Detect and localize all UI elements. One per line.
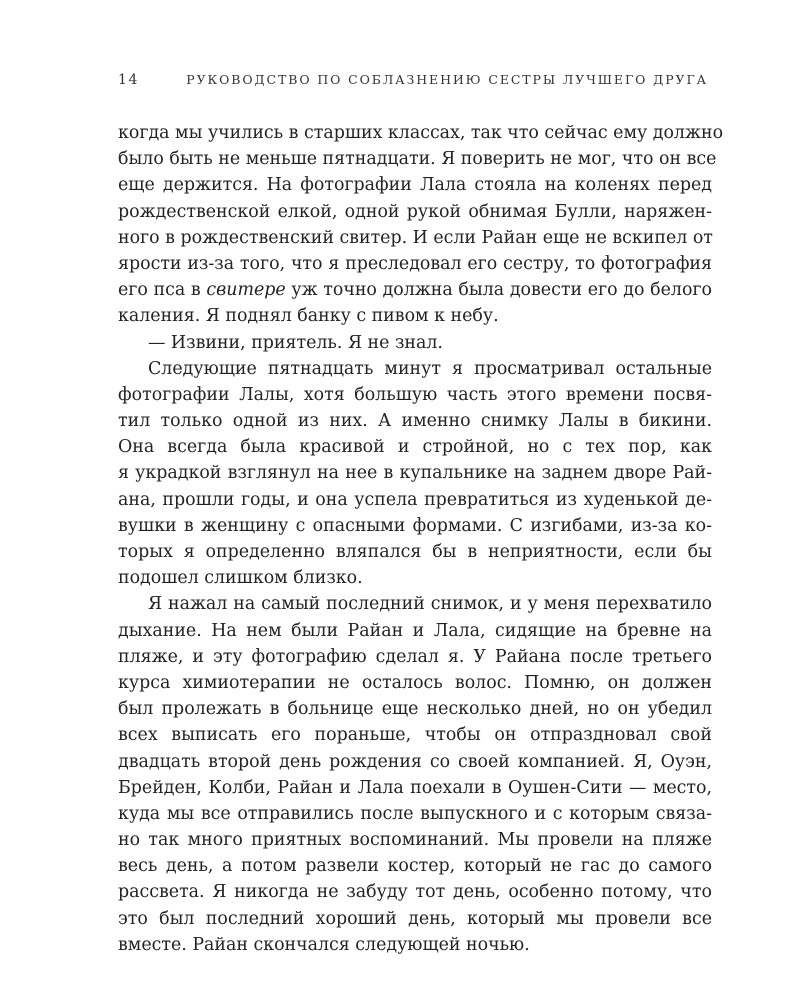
text-line: рассвета. Я никогда не забуду тот день, особенно потому, что: [118, 882, 712, 903]
text-line: курса химиотерапии не осталось волос. Помню, он должен: [118, 672, 712, 693]
text-line: еще держится. На фотографии Лала стояла на коленях перед: [118, 175, 712, 196]
text-line: но так много приятных воспоминаний. Мы провели на пляже: [118, 830, 712, 851]
text-line: было быть не меньше пятнадцати. Я поверить не мог, что он все: [118, 149, 717, 170]
text-line: тил только одной из них. А именно снимку Лалы в бикини.: [118, 411, 712, 432]
text-line: вушки в женщину с опасными формами. С изгибами, из-за ко-: [118, 515, 712, 536]
running-head: [118, 72, 708, 96]
text-line: вместе. Райан скончался следующей ночью.: [118, 934, 530, 955]
text-line: подошел слишком близко.: [118, 568, 363, 589]
body-text: [118, 120, 724, 958]
text-line: был пролежать в больнице еще несколько дней, но он убедил: [118, 699, 712, 720]
text-line: дыхание. На нем были Райан и Лала, сидящие на бревне на: [118, 620, 712, 641]
text-line: это был последний хороший день, который мы провели все: [118, 908, 712, 929]
text-line: торых я определенно вляпался бы в неприятности, если бы: [118, 542, 712, 562]
text-line: всех выписать его пораньше, чтобы он отпраздновал свой: [118, 725, 712, 746]
text-line: фотографии Лалы, хотя большую часть этого времени посвя-: [118, 384, 712, 405]
page-number: 14: [118, 72, 140, 88]
text-fragment: его пса в: [118, 280, 207, 301]
text-line: рождественской елкой, одной рукой обнимая Булли, наряжен-: [118, 201, 712, 222]
text-line: ного в рождественский свитер. И если Райан еще не вскипел от: [118, 227, 713, 248]
dialogue-line: — Извини, приятель. Я не знал.: [148, 332, 443, 353]
text-line: Я нажал на самый последний снимок, и у меня перехватило: [148, 594, 712, 615]
text-line: весь день, а потом развели костер, который не гас до самого: [118, 856, 712, 877]
text-line: я украдкой взглянул на нее в купальнике на заднем дворе Рай-: [118, 463, 712, 484]
text-line: Следующие пятнадцать минут я просматривал остальные: [148, 358, 712, 379]
text-line-with-italic: [118, 277, 712, 303]
italic-word: свитере: [206, 280, 286, 301]
text-line: ярости из-за того, что я преследовал его сестру, то фотография: [118, 253, 712, 274]
text-line: каления. Я поднял банку с пивом к небу.: [118, 306, 499, 327]
text-line: двадцать второй день рождения со своей компанией. Я, Оуэн,: [118, 751, 712, 772]
text-line: когда мы учились в старших классах, так что сейчас ему должно: [118, 123, 724, 143]
text-line: пляже, и эту фотографию сделал я. У Райана после третьего: [118, 646, 712, 667]
text-line: ана, прошли годы, и она успела превратиться из худенькой де-: [118, 489, 712, 510]
book-title-header: РУКОВОДСТВО ПО СОБЛАЗНЕНИЮ СЕСТРЫ ЛУЧШЕГО ДРУГА: [186, 72, 708, 87]
text-line: Она всегда была красивой и стройной, но с тех пор, как: [118, 437, 712, 458]
text-fragment: уж точно должна была довести его до белого: [285, 280, 712, 301]
text-line: Брейден, Колби, Райан и Лала поехали в Оушен-Сити — место,: [118, 777, 712, 798]
text-line: куда мы все отправились после выпускного и с которым связа-: [118, 803, 712, 824]
